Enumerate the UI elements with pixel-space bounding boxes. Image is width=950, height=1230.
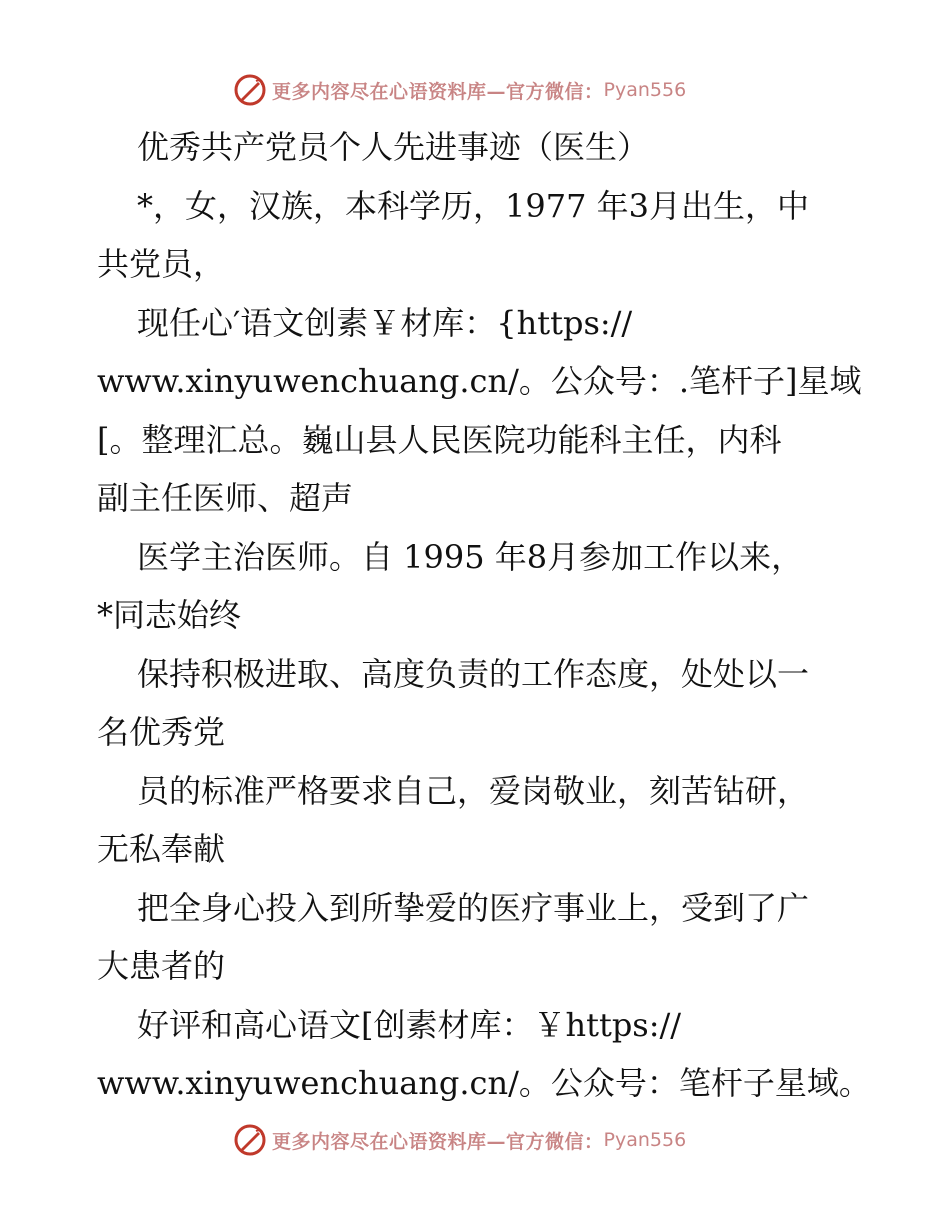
header-banner-text: 更多内容尽在心语资料库—官方微信： [272, 80, 604, 103]
text-line: *，女，汉族，本科学历，1977 年3月出生，中 [137, 186, 809, 225]
text-line: 副主任医师、超声 [97, 479, 354, 517]
text-line: 把全身心投入到所挚爱的医疗事业上，受到了广 [137, 888, 810, 927]
quill-pen-circle-icon [232, 1122, 268, 1158]
text-line: 无私奉献 [97, 830, 226, 868]
text-line: 名优秀党 [97, 713, 226, 751]
text-line: 大患者的 [97, 947, 226, 985]
text-line: www.xinyuwenchuang.cn/。公众号：.笔杆子]星域 [97, 362, 862, 400]
text-line: 好评和高心语文[创素材库：￥https:// [137, 1005, 682, 1044]
quill-pen-circle-icon [232, 72, 268, 108]
footer-banner-contact: Pyan556 [603, 1129, 687, 1151]
text-line: 员的标准严格要求自己，爱岗敬业，刻苦钻研， [137, 771, 810, 810]
header-banner [232, 70, 686, 110]
text-line: 保持积极进取、高度负责的工作态度，处处以一 [137, 654, 810, 693]
text-line: 共党员， [97, 245, 226, 283]
text-line: 医学主治医师。自 1995 年8月参加工作以来， [137, 537, 804, 576]
footer-banner [232, 1120, 686, 1160]
text-line: *同志始终 [97, 596, 242, 634]
header-banner-contact: Pyan556 [603, 79, 687, 101]
footer-banner-text: 更多内容尽在心语资料库—官方微信： [272, 1130, 604, 1153]
document-body [97, 118, 871, 1113]
text-line: 现任心′语文创素￥材库：{https:// [137, 303, 633, 342]
doc-title: 优秀共产党员个人先进事迹（医生） [137, 128, 650, 166]
text-line: www.xinyuwenchuang.cn/。公众号：笔杆子星域。 [97, 1064, 871, 1102]
text-line: [。整理汇总。巍山县人民医院功能科主任，内科 [97, 420, 782, 459]
